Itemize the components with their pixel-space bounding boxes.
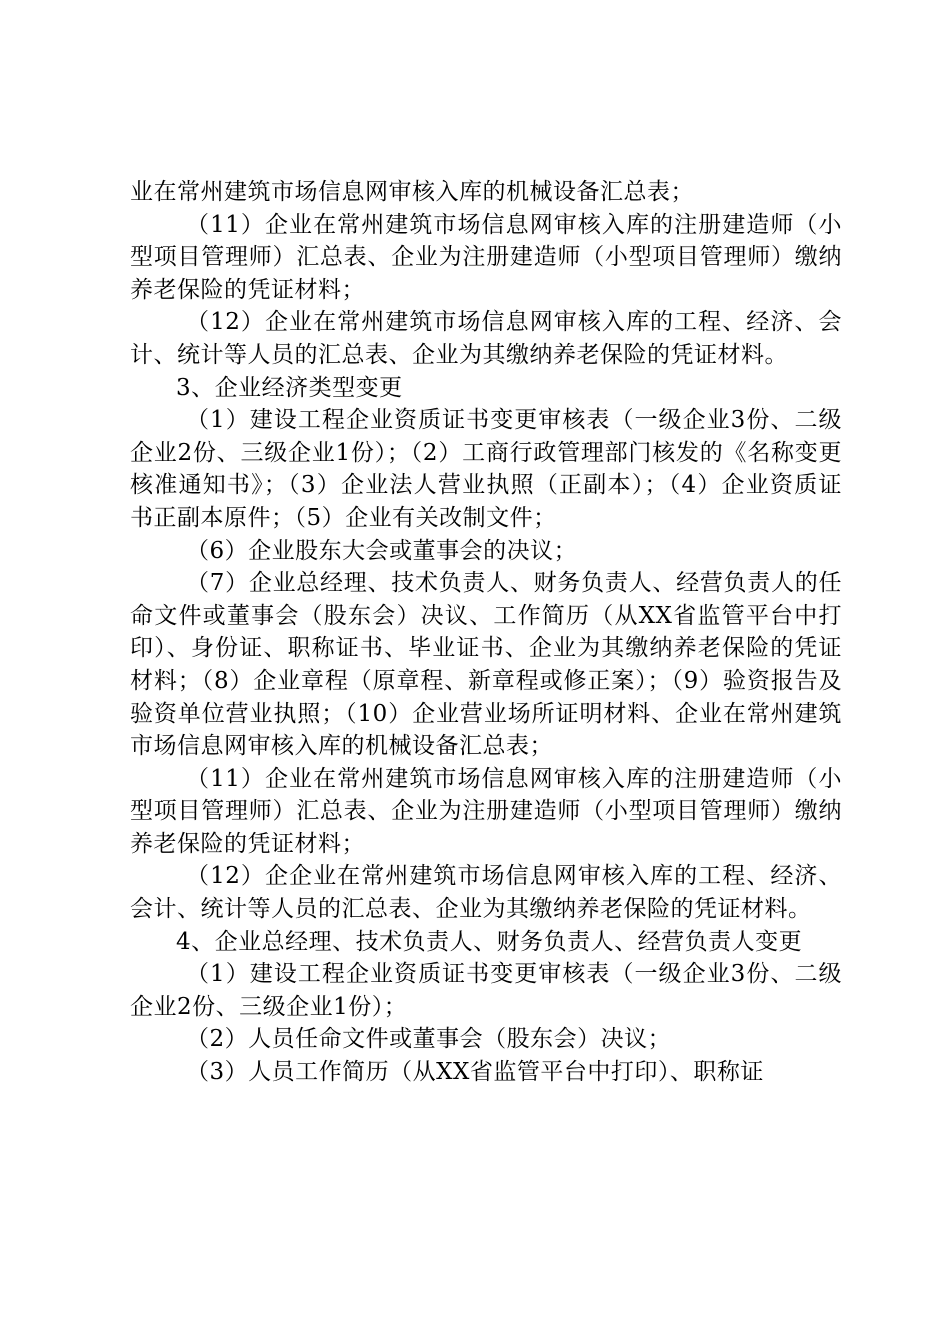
- paragraph-item-12: （12）企业在常州建筑市场信息网审核入库的工程、经济、会计、统计等人员的汇总表、企业为其缴纳养老保险的凭证材料。: [130, 309, 842, 368]
- paragraph-continuation: 业在常州建筑市场信息网审核入库的机械设备汇总表；: [130, 179, 694, 205]
- paragraph-item-6: （6）企业股东大会或董事会的决议；: [186, 537, 578, 564]
- section-heading-3: 3、企业经济类型变更: [176, 374, 403, 401]
- paragraph-item-2: （2）人员任命文件或董事会（股东会）决议；: [186, 1026, 672, 1053]
- document-body: [130, 176, 842, 1089]
- section-heading-4: 4、企业总经理、技术负责人、财务负责人、经营负责人变更: [176, 928, 803, 955]
- paragraph-item-11: （11）企业在常州建筑市场信息网审核入库的注册建造师（小型项目管理师）汇总表、企业为注册建造师（小型项目管理师）缴纳养老保险的凭证材料；: [130, 211, 842, 303]
- paragraph-item-1: （1）建设工程企业资质证书变更审核表（一级企业3份、二级企业2份、三级企业1份）；: [130, 961, 842, 1020]
- paragraph-item-12b: （12）企企业在常州建筑市场信息网审核入库的工程、经济、会计、统计等人员的汇总表、企业为其缴纳养老保险的凭证材料。: [130, 863, 842, 923]
- paragraph-item-11b: （11）企业在常州建筑市场信息网审核入库的注册建造师（小型项目管理师）汇总表、企业为注册建造师（小型项目管理师）缴纳养老保险的凭证材料；: [130, 765, 842, 857]
- paragraph-items-7-10: （7）企业总经理、技术负责人、财务负责人、经营负责人的任命文件或董事会（股东会）决议、工作简历（从XX省监管平台中打印）、身份证、职称证书、毕业证书、企业为其缴纳养老保险的凭证材料；（8）企业章程（原章程、新章程或修正案）；（9）验资报告及验资单位营业执照；（10）企业营业场所证明材料、企业在常州建筑市场信息网审核入库的机械设备汇总表；: [130, 570, 842, 760]
- paragraph-items-1-5: （1）建设工程企业资质证书变更审核表（一级企业3份、二级企业2份、三级企业1份）；（2）工商行政管理部门核发的《名称变更核准通知书》；（3）企业法人营业执照（正副本）；（4）企业资质证书正副本原件；（5）企业有关改制文件；: [130, 407, 842, 531]
- paragraph-item-3: （3）人员工作简历（从XX省监管平台中打印）、职称证: [186, 1059, 764, 1086]
